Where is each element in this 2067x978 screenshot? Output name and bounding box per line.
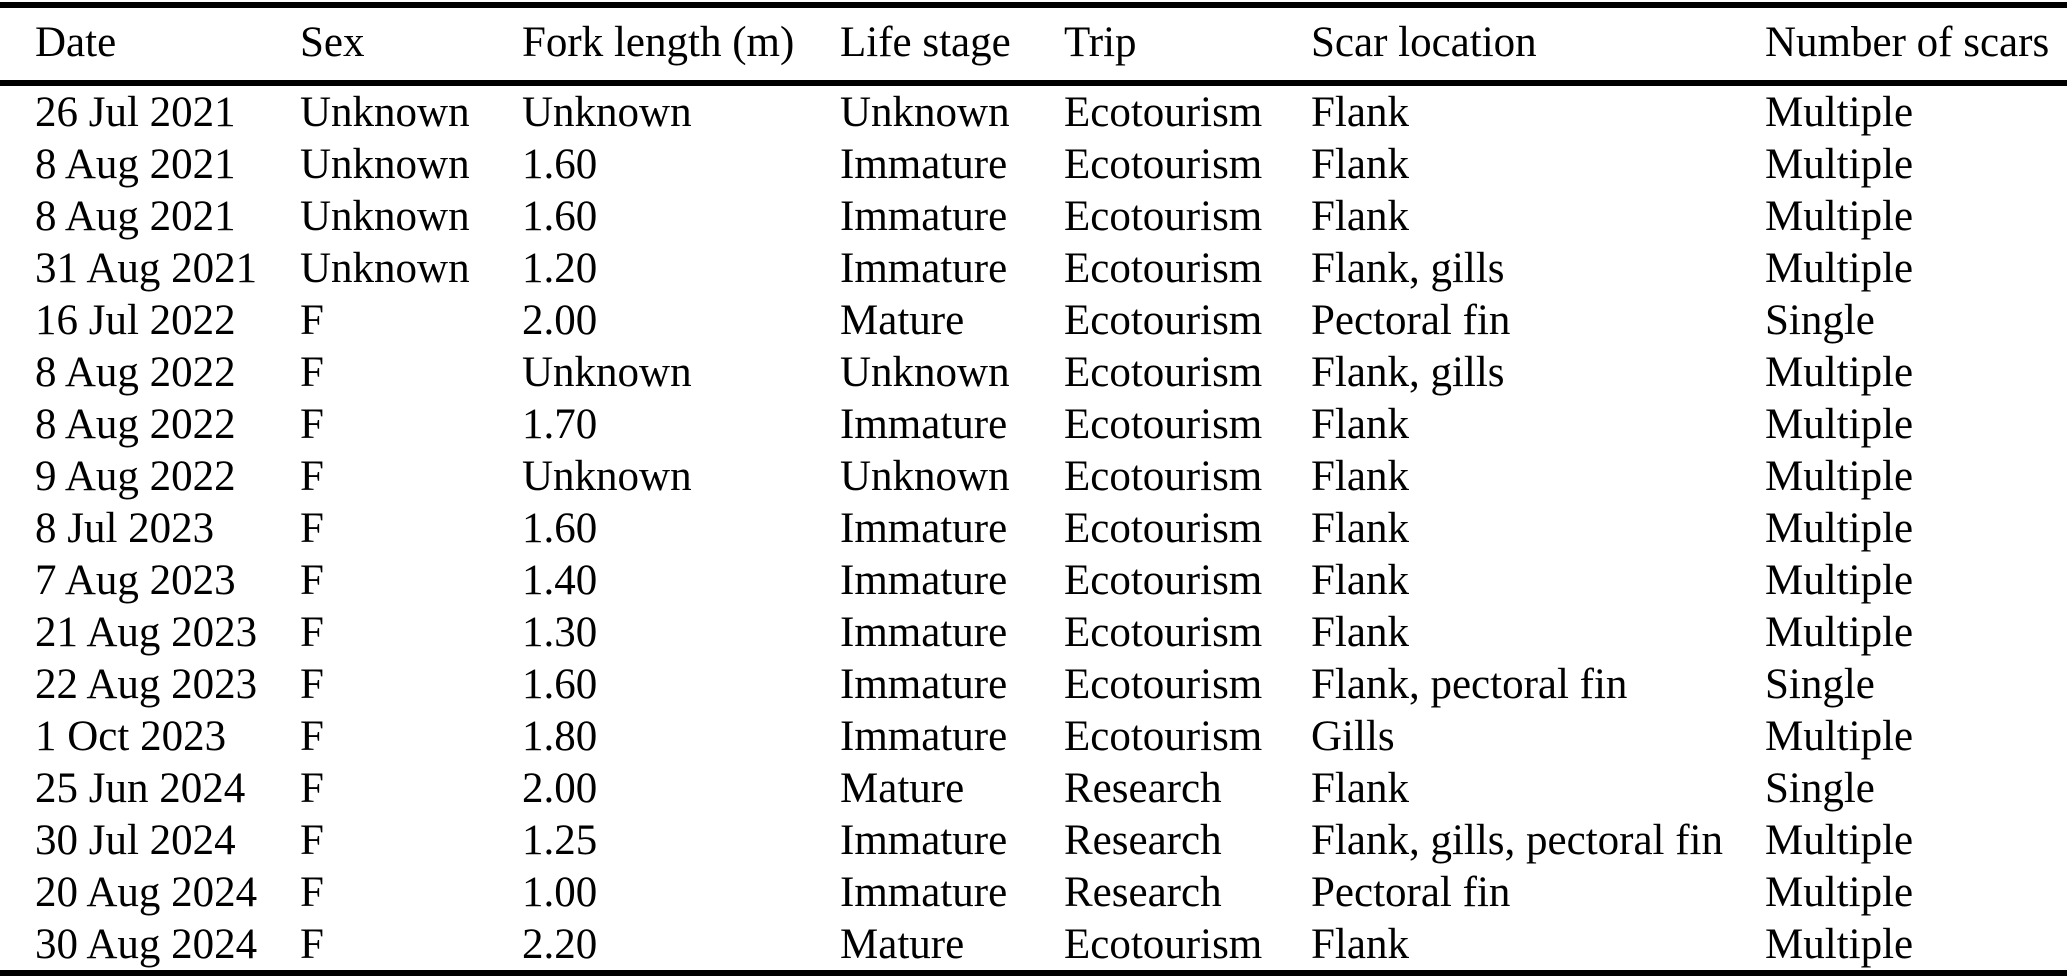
table-row: [0, 450, 2067, 502]
table-cell: Mature: [840, 920, 965, 968]
table-cell: Multiple: [1765, 140, 1914, 188]
table-cell: Unknown: [840, 88, 1010, 136]
column-header-life-stage: Life stage: [840, 19, 1011, 66]
table-row: [0, 294, 2067, 346]
table-row: [0, 814, 2067, 866]
table-cell: Immature: [840, 192, 1008, 240]
table-cell: Ecotourism: [1064, 348, 1263, 396]
table-cell: Multiple: [1765, 920, 1914, 968]
table-cell: Immature: [840, 504, 1008, 552]
table-row: [0, 190, 2067, 242]
table-cell: Ecotourism: [1064, 400, 1263, 448]
table-cell: Mature: [840, 764, 965, 812]
table-row: [0, 866, 2067, 918]
column-header-date: Date: [35, 19, 117, 66]
table-cell: 1.60: [522, 192, 598, 240]
table-cell: Single: [1765, 764, 1875, 812]
table-cell: Immature: [840, 660, 1008, 708]
table-cell: Immature: [840, 400, 1008, 448]
table-cell: Flank: [1311, 608, 1409, 656]
table-cell: Gills: [1311, 712, 1395, 760]
table-cell: Single: [1765, 660, 1875, 708]
table-cell: 2.20: [522, 920, 598, 968]
table-cell: 1.20: [522, 244, 598, 292]
table-cell: Multiple: [1765, 452, 1914, 500]
table-cell: F: [300, 296, 324, 344]
table-header-row: [0, 5, 2067, 83]
table-cell: Pectoral fin: [1311, 296, 1511, 344]
table-cell: 31 Aug 2021: [35, 244, 258, 292]
table-cell: Flank, gills, pectoral fin: [1311, 816, 1724, 864]
table-cell: Multiple: [1765, 348, 1914, 396]
shark-scar-observations-table: [0, 2, 2067, 976]
table-cell: Ecotourism: [1064, 88, 1263, 136]
table-cell: Ecotourism: [1064, 452, 1263, 500]
table-cell: 20 Aug 2024: [35, 868, 258, 916]
table-row: [0, 918, 2067, 973]
table-cell: Ecotourism: [1064, 140, 1263, 188]
table-cell: Multiple: [1765, 88, 1914, 136]
table-cell: Flank: [1311, 140, 1409, 188]
table-row: [0, 554, 2067, 606]
table-row: [0, 658, 2067, 710]
table-row: [0, 83, 2067, 138]
table-cell: Unknown: [522, 348, 692, 396]
table-cell: 8 Jul 2023: [35, 504, 215, 552]
table-cell: Research: [1064, 764, 1222, 812]
table-cell: Flank, gills: [1311, 244, 1505, 292]
table-cell: F: [300, 348, 324, 396]
table-cell: 26 Jul 2021: [35, 88, 236, 136]
table-cell: Ecotourism: [1064, 504, 1263, 552]
table-cell: Immature: [840, 244, 1008, 292]
table-cell: Immature: [840, 608, 1008, 656]
table-cell: 1.60: [522, 660, 598, 708]
table-cell: Flank: [1311, 504, 1409, 552]
table-cell: Flank: [1311, 400, 1409, 448]
table-cell: Flank: [1311, 920, 1409, 968]
table-header: [0, 5, 2067, 83]
table-row: [0, 346, 2067, 398]
column-header-trip: Trip: [1064, 19, 1137, 66]
table-cell: Unknown: [300, 244, 470, 292]
table-cell: 1.30: [522, 608, 598, 656]
table-cell: Ecotourism: [1064, 296, 1263, 344]
table-cell: 8 Aug 2022: [35, 400, 236, 448]
table-row: [0, 710, 2067, 762]
table-cell: Flank: [1311, 192, 1409, 240]
table-cell: Immature: [840, 712, 1008, 760]
column-header-number-of-scars: Number of scars: [1765, 19, 2050, 66]
table-cell: Unknown: [300, 192, 470, 240]
table-cell: 2.00: [522, 764, 598, 812]
table-cell: Flank: [1311, 452, 1409, 500]
table-cell: F: [300, 816, 324, 864]
column-header-scar-location: Scar location: [1311, 19, 1537, 66]
table-cell: 8 Aug 2021: [35, 192, 236, 240]
table-cell: Immature: [840, 140, 1008, 188]
table-cell: 1.80: [522, 712, 598, 760]
table-cell: Research: [1064, 816, 1222, 864]
table-row: [0, 502, 2067, 554]
table-cell: Multiple: [1765, 816, 1914, 864]
table-cell: F: [300, 868, 324, 916]
table-cell: 30 Jul 2024: [35, 816, 236, 864]
table-cell: Ecotourism: [1064, 608, 1263, 656]
table-cell: F: [300, 660, 324, 708]
table-row: [0, 606, 2067, 658]
table-cell: Unknown: [840, 452, 1010, 500]
table-body: [0, 83, 2067, 973]
table-cell: Flank: [1311, 764, 1409, 812]
table-cell: Multiple: [1765, 608, 1914, 656]
table-cell: 1.70: [522, 400, 598, 448]
table-cell: Flank: [1311, 556, 1409, 604]
table-cell: Ecotourism: [1064, 244, 1263, 292]
table-cell: F: [300, 920, 324, 968]
table-cell: F: [300, 400, 324, 448]
table-cell: 30 Aug 2024: [35, 920, 258, 968]
column-header-sex: Sex: [300, 19, 365, 66]
table-cell: F: [300, 556, 324, 604]
table-cell: 1 Oct 2023: [35, 712, 227, 760]
table-cell: Pectoral fin: [1311, 868, 1511, 916]
table-cell: Unknown: [522, 452, 692, 500]
table-cell: Immature: [840, 556, 1008, 604]
table-cell: F: [300, 452, 324, 500]
table-cell: Unknown: [840, 348, 1010, 396]
table-cell: 22 Aug 2023: [35, 660, 258, 708]
table-cell: 1.25: [522, 816, 598, 864]
table-cell: 1.00: [522, 868, 598, 916]
table-cell: 1.40: [522, 556, 598, 604]
table-cell: Mature: [840, 296, 965, 344]
table-cell: 9 Aug 2022: [35, 452, 236, 500]
table-row: [0, 762, 2067, 814]
table-cell: Multiple: [1765, 192, 1914, 240]
table-cell: 8 Aug 2021: [35, 140, 236, 188]
table-row: [0, 398, 2067, 450]
table-cell: 16 Jul 2022: [35, 296, 236, 344]
table-cell: F: [300, 712, 324, 760]
table-cell: Multiple: [1765, 712, 1914, 760]
table-cell: Unknown: [300, 140, 470, 188]
table-cell: 2.00: [522, 296, 598, 344]
table-cell: Flank, pectoral fin: [1311, 660, 1628, 708]
table-cell: Ecotourism: [1064, 712, 1263, 760]
table-cell: 1.60: [522, 504, 598, 552]
table-cell: Multiple: [1765, 400, 1914, 448]
table-cell: Single: [1765, 296, 1875, 344]
table-cell: Multiple: [1765, 556, 1914, 604]
table-cell: 7 Aug 2023: [35, 556, 236, 604]
table-cell: Flank, gills: [1311, 348, 1505, 396]
table-cell: F: [300, 504, 324, 552]
table-cell: F: [300, 608, 324, 656]
table-cell: Multiple: [1765, 244, 1914, 292]
table-cell: Ecotourism: [1064, 660, 1263, 708]
table-cell: 21 Aug 2023: [35, 608, 258, 656]
table-cell: Ecotourism: [1064, 556, 1263, 604]
table-cell: Research: [1064, 868, 1222, 916]
column-header-fork-length: Fork length (m): [522, 19, 795, 66]
table-cell: Ecotourism: [1064, 920, 1263, 968]
table-row: [0, 138, 2067, 190]
table-cell: Multiple: [1765, 504, 1914, 552]
table-cell: Immature: [840, 868, 1008, 916]
table-cell: 8 Aug 2022: [35, 348, 236, 396]
table-cell: Immature: [840, 816, 1008, 864]
table-cell: 25 Jun 2024: [35, 764, 246, 812]
table-cell: Unknown: [522, 88, 692, 136]
table-cell: F: [300, 764, 324, 812]
table-cell: Ecotourism: [1064, 192, 1263, 240]
table-row: [0, 242, 2067, 294]
table-cell: Flank: [1311, 88, 1409, 136]
table-cell: Multiple: [1765, 868, 1914, 916]
table-cell: Unknown: [300, 88, 470, 136]
table-cell: 1.60: [522, 140, 598, 188]
